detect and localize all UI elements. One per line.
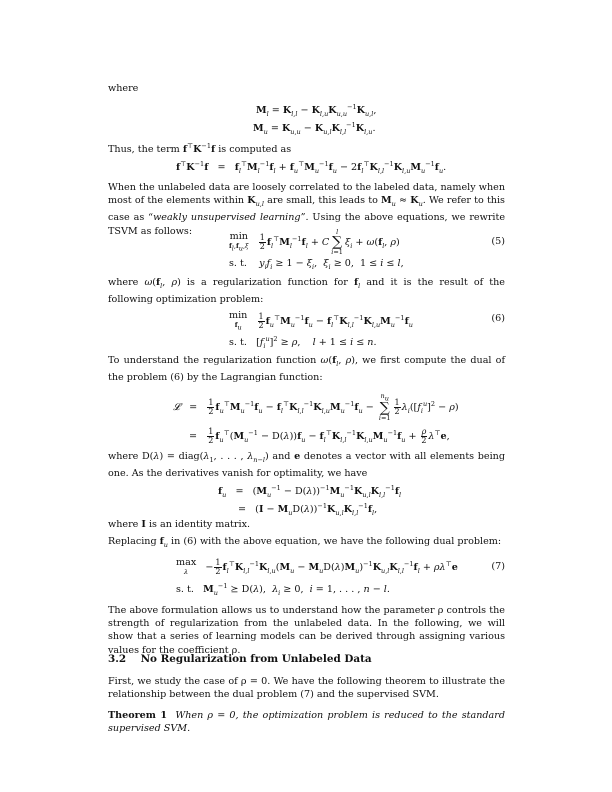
equation-Ml: $M_l = K_{l,l} - K_{l,u}K_{u,u}^{-1}K_{u,l}$, <box>256 103 377 119</box>
paragraph-rho: The above formulation allows us to understand how the parameter ρ controls the strength of regularization from the unlabeled data. In the following, we will show that a series of learning models can be derived through assigning various values for the coefficient ρ. <box>108 605 505 656</box>
theorem-1 <box>108 709 505 735</box>
section-number: 3.2 <box>108 653 127 665</box>
paragraph-D-lambda: where $D(\lambda) = diag(\lambda_1$, . . . , $\lambda_{n-l}$) and e denotes a vector with all elements being one. As the derivatives vanish for optimality, we have <box>108 451 505 480</box>
equation-5-constraint: s. t. $y_if_i \ge 1 - \xi_i$, $\xi_i \ge 0$, 1 ≤ i ≤ l, <box>229 258 404 271</box>
paragraph-first: First, we study the case of ρ = 0. We have the following theorem to illustrate the relationship between the dual problem (7) and the supervised SVM. <box>108 676 505 701</box>
where-text: where <box>108 83 139 94</box>
paragraph-dual: To understand the regularization function $\omega(f_l$, ρ), we first compute the dual of the problem (6) by the Lagrangian function: <box>108 355 506 384</box>
equation-lagrangian-1: 𝓛 = $\frac{1}{2}$ $f_u^⊤M_u^{-1}f_u - f_l^⊤K_{l,l}^{-1}K_{l,u}M_u^{-1}f_u - n_u$ ∑ i=1 $\frac{1}{2}$ $\lambda_i([f_i^u]^2 - \rho)$ <box>173 392 459 423</box>
equation-7-constraint: s. t. $M_u^{-1}$ ⪰ D(λ), $\lambda_i \ge 0$, i = 1, . . . , n − l. <box>176 582 390 598</box>
theorem-label: Theorem 1 <box>108 710 168 721</box>
equation-fu-1: $f_u = (M_u^{-1} - D(\lambda))^{-1}M_u^{-1}K_{u,l}K_{l,l}^{-1}f_l$ <box>218 484 402 500</box>
paragraph-identity: where I is an identity matrix. <box>108 519 251 530</box>
section-heading <box>108 653 372 665</box>
theorem-text: When ρ = 0, the optimization problem is reduced to the standard supervised SVM. <box>108 710 505 735</box>
paragraph-weakly-unsupervised: When the unlabeled data are loosely correlated to the labeled data, namely when most of the elements within $K_{u,l}$ are small, this leads to $M_u \approx K_u$. We refer to this case as “weakly unsupervised learning”. Using the above equations, we rewrite TSVM as follows: <box>108 182 505 237</box>
equation-5-number: (5) <box>491 236 505 247</box>
equation-7-number: (7) <box>491 561 505 572</box>
equation-fu-2: = $(I - M_uD(\lambda))^{-1}K_{u,l}K_{l,l}^{-1}f_l$, <box>238 502 378 518</box>
section-title: No Regularization from Unlabeled Data <box>140 653 372 665</box>
paragraph-replace: Replacing $f_u$ in (6) with the above equation, we have the following dual problem: <box>108 536 502 549</box>
equation-lagrangian-2: = $\frac{1}{2}$ $f_u^⊤(M_u^{-1} - D(\lambda))f_u - f_l^⊤K_{l,l}^{-1}K_{l,u}M_u^{-1}f_u$ + $\frac{\rho}{2}$ λ⊤e, <box>189 427 450 446</box>
paragraph-omega: where $\omega(f_l$, ρ) is a regularization function for $f_l$ and it is the result of the following optimization problem: <box>108 277 505 306</box>
equation-fKf: $f^⊤K^{-1}f = f_l^⊤M_l^{-1}f_l + f_u^⊤M_u^{-1}f_u - 2f_l^⊤K_{l,l}^{-1}K_{l,u}M_u^{-1}f_u$. <box>176 160 447 176</box>
equation-6-constraint: s. t. $[f_i^u]^2 \ge \rho$, l + 1 ≤ i ≤ n. <box>229 335 377 351</box>
equation-5-objective: min $f_l,f_u,\xi$ $\frac{1}{2}$ $f_l^⊤M_l^{-1}f_l + Cl$ ∑ $i=1\xi_i + \omega(f_l$, ρ) <box>229 228 400 256</box>
equation-6-number: (6) <box>491 313 505 324</box>
equation-Mu: $M_u = K_{u,u} - K_{u,l}K_{l,l}^{-1}K_{l,u}$. <box>253 121 376 137</box>
thus-text: Thus, the term $f^⊤K^{-1}f$ is computed as <box>108 142 292 156</box>
equation-6-objective: min $f_u$ $\frac{1}{2}$ $f_u^⊤M_u^{-1}f_u - f_l^⊤K_{l,l}^{-1}K_{l,u}M_u^{-1}f_u$ <box>229 310 413 332</box>
equation-7-objective: max λ − $\frac{1}{2}$ $f_l^⊤K_{l,l}^{-1}K_{l,u}(M_u - M_uD(\lambda)M_u)^{-1}K_{u,l}K_{l,l}^{-1}f_l + \rho\lambda^⊤e$ <box>176 557 458 577</box>
